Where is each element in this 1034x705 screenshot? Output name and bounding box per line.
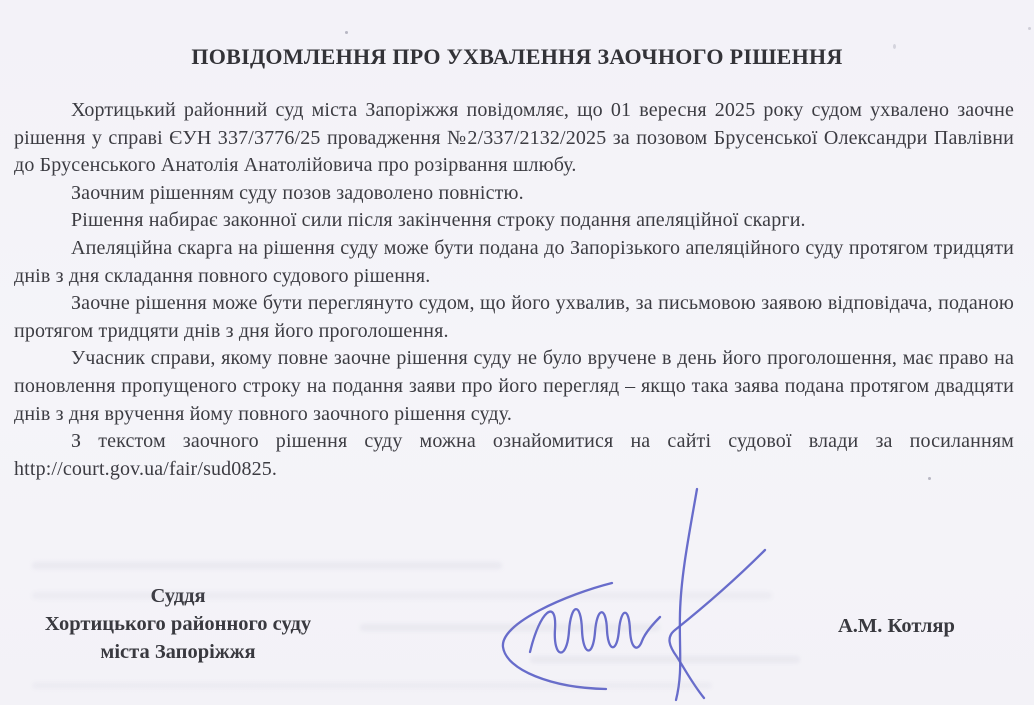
scan-speck: [345, 31, 348, 34]
judge-role-line: Суддя: [150, 585, 206, 607]
handwritten-signature-icon: [480, 480, 780, 705]
paragraph-case-info: Хортицький районний суд міста Запоріжжя повідомляє, що 01 вересня 2025 року судом ухвалено заочне рішення у справі ЄУН 337/3776/25 провадження №2/337/2132/2025 за позовом Брусенської Олександри Павлівни до Брусенського Анатолія Анатолійовича про розірвання шлюбу.: [14, 99, 1014, 177]
paragraph-website-notice: [14, 428, 1014, 483]
scan-speck: [1028, 27, 1031, 30]
court-decision-link: http://court.gov.ua/fair/sud0825: [14, 457, 272, 480]
paragraph-participant-rights: Учасник справи, якому повне заочне рішення суду не було вручене в день його проголошення, має право на поновлення пропущеного строку на подання заяви про його перегляд – якщо така заява подана протягом двадцяти днів з дня вручення йому повного заочного рішення суду.: [14, 347, 1014, 425]
judge-title-block: [12, 583, 344, 666]
website-sentence-start: З текстом заочного рішення суду можна ознайомитися на сайті судової влади за посиланням: [71, 430, 1014, 453]
court-name-line-1: Хортицького районного суду: [44, 612, 312, 635]
website-sentence-end: .: [271, 457, 278, 480]
paragraph-review-rules: Заочне рішення може бути переглянуто судом, що його ухвалив, за письмовою заявою відповідача, поданою протягом тридцяти днів з дня його проголошення.: [14, 292, 1014, 342]
judge-name: А.М. Котляр: [838, 615, 955, 637]
paragraph-appeal-rules: Апеляційна скарга на рішення суду може бути подана до Запорізького апеляційного суду протягом тридцяти днів з дня складання повного судового рішення.: [14, 236, 1014, 287]
document-title: ПОВІДОМЛЕННЯ ПРО УХВАЛЕННЯ ЗАОЧНОГО РІШЕННЯ: [191, 44, 843, 69]
bleed-through-artifact: [32, 562, 502, 569]
paragraph-claim-satisfied: Заочним рішенням суду позов задоволено повністю.: [71, 181, 524, 204]
court-name-line-2: міста Запоріжжя: [100, 640, 256, 663]
document-body: [14, 97, 1014, 483]
paragraph-legal-force: Рішення набирає законної сили після закінчення строку подання апеляційної скарги.: [71, 209, 806, 232]
